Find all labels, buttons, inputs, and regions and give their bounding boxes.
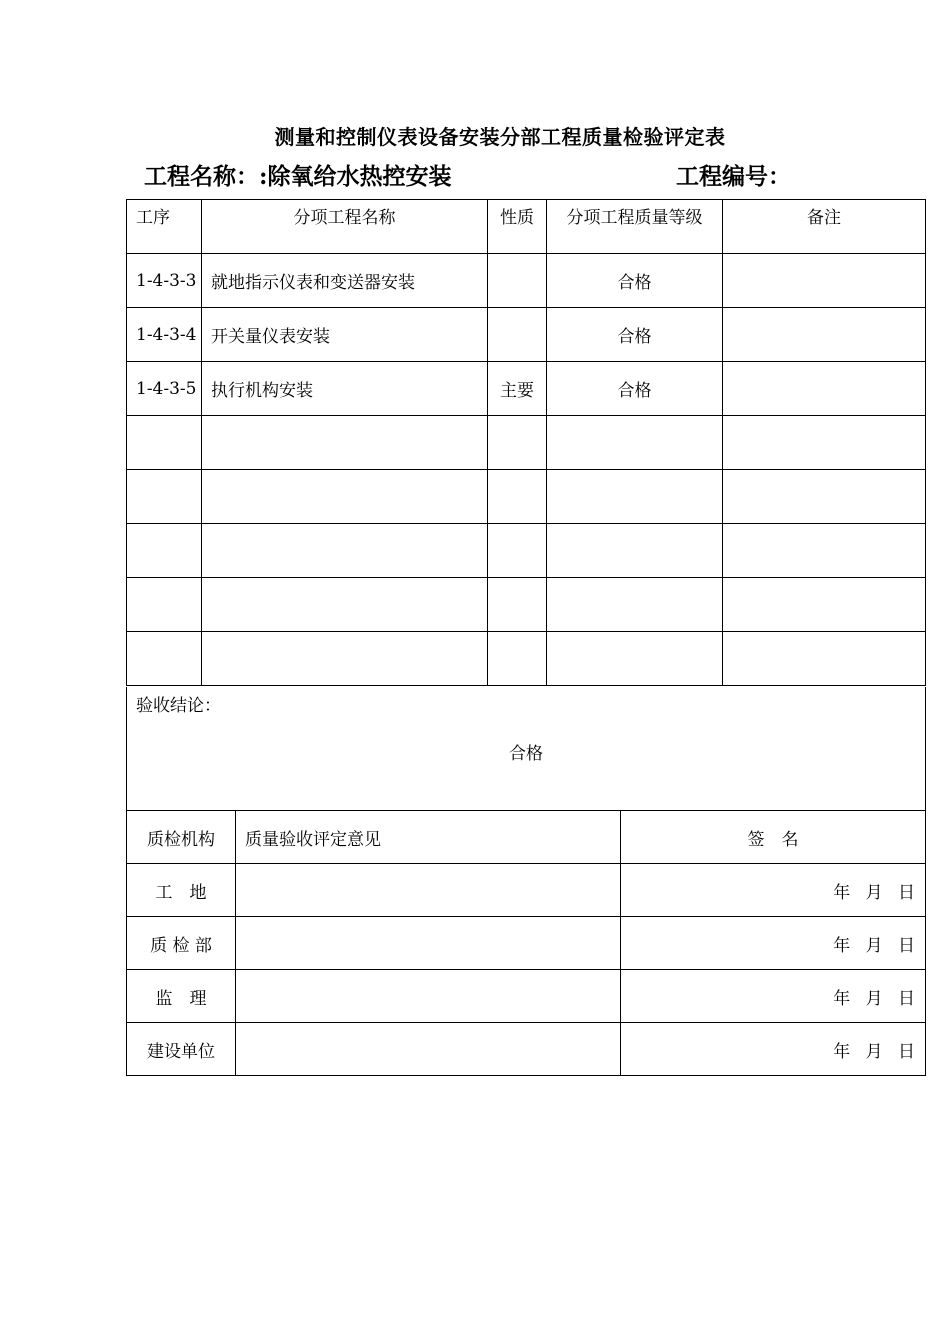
cell-sequence (127, 632, 202, 686)
cell-sequence (127, 578, 202, 632)
conclusion-cell (127, 687, 926, 811)
cell-sequence: 1-4-3-4 (127, 308, 202, 362)
signoff-row (127, 1023, 926, 1076)
cell-nature (488, 254, 547, 308)
cell-grade (547, 416, 723, 470)
cell-item-name: 开关量仪表安装 (202, 308, 488, 362)
cell-remark (723, 524, 926, 578)
table-row (127, 470, 926, 524)
inspection-table (126, 199, 926, 686)
cell-sequence (127, 416, 202, 470)
signoff-row (127, 970, 926, 1023)
cell-grade: 合格 (547, 308, 723, 362)
cell-opinion (236, 970, 621, 1023)
cell-item-name (202, 470, 488, 524)
signoff-table (126, 687, 926, 1076)
header-sequence: 工序 (127, 200, 202, 254)
cell-item-name (202, 578, 488, 632)
cell-remark (723, 578, 926, 632)
cell-org: 建设单位 (127, 1023, 236, 1076)
project-name: 工程名称：:除氧给水热控安装 (144, 163, 452, 190)
cell-item-name (202, 416, 488, 470)
cell-nature (488, 578, 547, 632)
conclusion-value: 合格 (509, 744, 544, 764)
table-row (127, 632, 926, 686)
cell-grade (547, 578, 723, 632)
cell-nature (488, 416, 547, 470)
signoff-row (127, 864, 926, 917)
signoff-header-row (127, 811, 926, 864)
conclusion-row (127, 687, 926, 811)
header-nature: 性质 (488, 200, 547, 254)
conclusion-label: 验收结论： (136, 696, 221, 716)
cell-nature (488, 470, 547, 524)
cell-item-name: 执行机构安装 (202, 362, 488, 416)
cell-date: 年 月 日 (621, 970, 926, 1023)
cell-grade: 合格 (547, 362, 723, 416)
document-title: 测量和控制仪表设备安装分部工程质量检验评定表 (274, 125, 726, 149)
cell-org: 质 检 部 (127, 917, 236, 970)
table-header-row (127, 200, 926, 254)
table-row (127, 524, 926, 578)
cell-item-name (202, 632, 488, 686)
header-item-name: 分项工程名称 (202, 200, 488, 254)
header-remark: 备注 (723, 200, 926, 254)
table-row (127, 254, 926, 308)
cell-remark (723, 416, 926, 470)
cell-grade (547, 524, 723, 578)
cell-grade (547, 470, 723, 524)
cell-sequence (127, 470, 202, 524)
cell-org: 工 地 (127, 864, 236, 917)
header-inspection-org: 质检机构 (127, 811, 236, 864)
table-row (127, 308, 926, 362)
cell-nature (488, 632, 547, 686)
cell-nature (488, 308, 547, 362)
cell-date: 年 月 日 (621, 864, 926, 917)
cell-remark (723, 308, 926, 362)
cell-opinion (236, 1023, 621, 1076)
cell-opinion (236, 864, 621, 917)
cell-opinion (236, 917, 621, 970)
table-row (127, 578, 926, 632)
cell-remark (723, 254, 926, 308)
cell-sequence (127, 524, 202, 578)
cell-remark (723, 632, 926, 686)
cell-sequence: 1-4-3-3 (127, 254, 202, 308)
cell-remark (723, 362, 926, 416)
table-row (127, 416, 926, 470)
project-number: 工程编号： (676, 163, 791, 190)
cell-grade: 合格 (547, 254, 723, 308)
header-quality-grade: 分项工程质量等级 (547, 200, 723, 254)
signoff-row (127, 917, 926, 970)
cell-item-name (202, 524, 488, 578)
cell-sequence: 1-4-3-5 (127, 362, 202, 416)
cell-nature (488, 524, 547, 578)
cell-nature: 主要 (488, 362, 547, 416)
header-opinion: 质量验收评定意见 (236, 811, 621, 864)
cell-grade (547, 632, 723, 686)
cell-remark (723, 470, 926, 524)
cell-date: 年 月 日 (621, 1023, 926, 1076)
cell-date: 年 月 日 (621, 917, 926, 970)
table-row (127, 362, 926, 416)
cell-item-name: 就地指示仪表和变送器安装 (202, 254, 488, 308)
header-signature: 签 名 (621, 811, 926, 864)
cell-org: 监 理 (127, 970, 236, 1023)
